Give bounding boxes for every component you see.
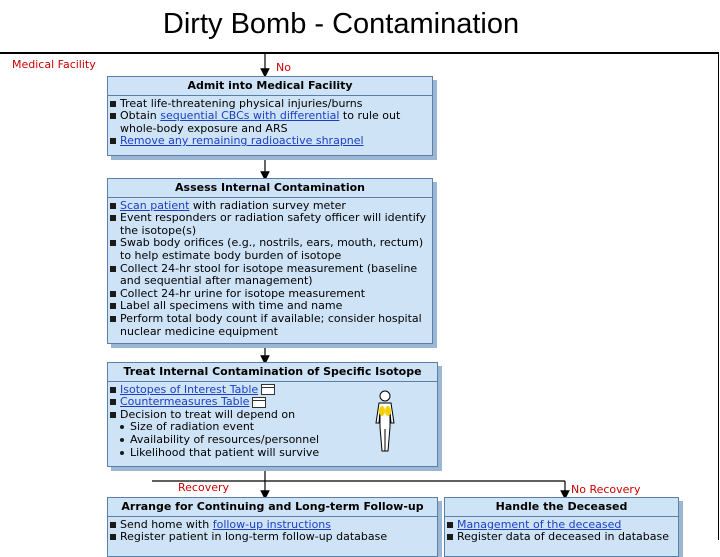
label-recovery: Recovery — [178, 481, 230, 494]
table-icon[interactable] — [261, 384, 275, 395]
sub-list-item: Size of radiation event — [130, 421, 433, 434]
list-item: Collect 24-hr stool for isotope measurement (baseline and sequential after management) — [120, 263, 428, 288]
assess-list — [108, 198, 432, 339]
admit-list — [108, 96, 432, 148]
list-item: Collect 24-hr urine for isotope measurement — [120, 288, 428, 301]
list-item: Send home with follow-up instructions — [120, 519, 433, 532]
arrange-heading: Arrange for Continuing and Long-term Follow-up — [108, 498, 437, 517]
list-item: Register patient in long-term follow-up database — [120, 531, 433, 544]
deceased-heading: Handle the Deceased — [445, 498, 678, 517]
label-medical-facility: Medical Facility — [12, 58, 96, 71]
list-item: Decision to treat will depend on — [120, 409, 433, 422]
treat-box — [107, 362, 438, 467]
countermeasures-table-link[interactable]: Countermeasures Table — [120, 395, 250, 409]
list-item: Obtain sequential CBCs with differential to rule out whole-body exposure and ARS — [120, 110, 428, 135]
list-item: Scan patient with radiation survey meter — [120, 200, 428, 213]
remove-shrapnel-link[interactable]: Remove any remaining radioactive shrapnel — [120, 134, 364, 148]
follow-up-instructions-link[interactable]: follow-up instructions — [212, 517, 331, 531]
assess-box — [107, 178, 433, 344]
treat-heading: Treat Internal Contamination of Specific Isotope — [108, 363, 437, 382]
human-body-icon — [370, 389, 400, 453]
label-no-recovery: No Recovery — [571, 483, 641, 496]
sub-list-item: Availability of resources/personnel — [130, 434, 433, 447]
admit-heading: Admit into Medical Facility — [108, 77, 432, 96]
page-title: Dirty Bomb - Contamination — [162, 8, 520, 40]
label-no: No — [276, 61, 291, 74]
sub-list-item: Likelihood that patient will survive — [130, 447, 433, 460]
scan-patient-link[interactable]: Scan patient — [120, 198, 190, 212]
list-item: Treat life-threatening physical injuries/burns — [120, 98, 428, 111]
list-item: Register data of deceased in database — [457, 531, 674, 544]
admit-box — [107, 76, 433, 156]
assess-heading: Assess Internal Contamination — [108, 179, 432, 198]
deceased-box — [444, 497, 679, 557]
list-item: Label all specimens with time and name — [120, 300, 428, 313]
sequential-cbcs-link[interactable]: sequential CBCs with differential — [160, 109, 340, 123]
table-icon[interactable] — [252, 397, 266, 408]
isotopes-table-link[interactable]: Isotopes of Interest Table — [120, 382, 259, 396]
list-item: Swab body orifices (e.g., nostrils, ears, mouth, rectum) to help estimate body burden of isotope — [120, 237, 428, 262]
management-deceased-link[interactable]: Management of the deceased — [457, 517, 622, 531]
list-item: Event responders or radiation safety officer will identify the isotope(s) — [120, 212, 428, 237]
arrange-box — [107, 497, 438, 557]
list-item — [120, 135, 428, 148]
list-item: Perform total body count if available; consider hospital nuclear medicine equipment — [120, 313, 428, 338]
